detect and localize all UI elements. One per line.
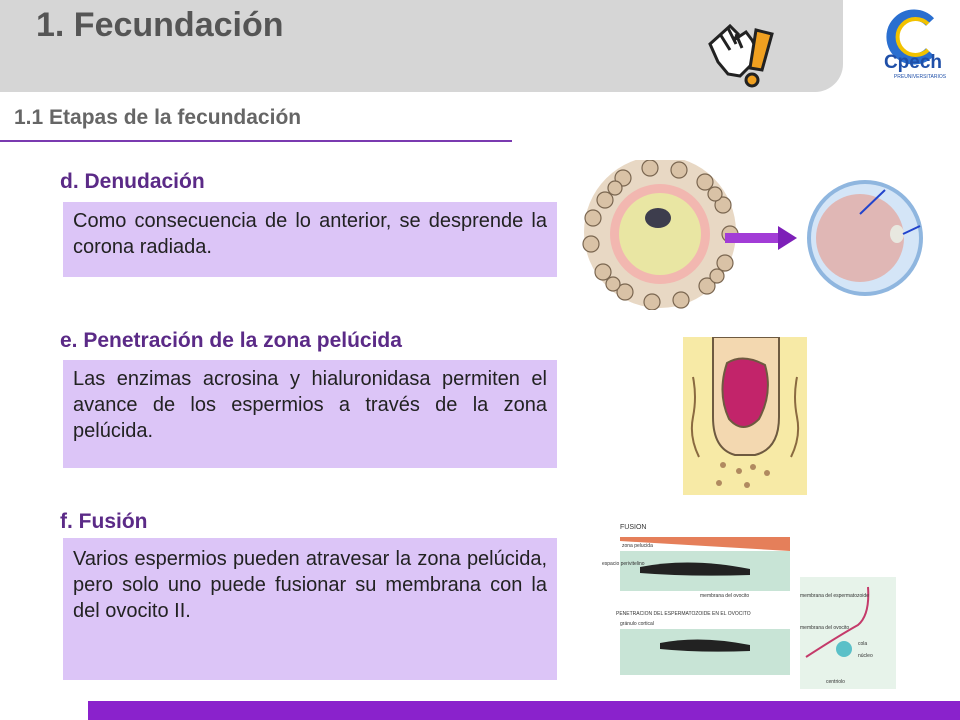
text-denudacion: Como consecuencia de lo anterior, se desprende la corona radiada. bbox=[73, 210, 547, 258]
page-title: 1. Fecundación bbox=[36, 6, 284, 44]
label-membrana-ovocito2: membrana del ovocito bbox=[800, 625, 850, 631]
text-penetracion: Las enzimas acrosina y hialuronidasa permiten el avance de los espermios a través de la zona pelúcida. bbox=[73, 368, 547, 442]
box-fusion bbox=[63, 538, 557, 680]
label-zona: zona pelucida bbox=[622, 543, 653, 549]
heading-penetracion: e. Penetración de la zona pelúcida bbox=[60, 329, 402, 352]
label-membrana-esperm: membrana del espermatozoide bbox=[800, 593, 869, 599]
label-centriolo: centriolo bbox=[826, 679, 845, 685]
fusion-illustration bbox=[600, 517, 900, 693]
section-subtitle: 1.1 Etapas de la fecundación bbox=[14, 106, 302, 129]
text-fusion: Varios espermios pueden atravesar la zona pelúcida, pero solo uno puede fusionar su membrana con la del ovocito II. bbox=[73, 548, 547, 622]
box-penetracion bbox=[63, 360, 557, 468]
footer-bar bbox=[88, 701, 960, 720]
label-granulo: gránulo cortical bbox=[620, 621, 654, 627]
penetration-illustration bbox=[683, 337, 807, 495]
logo-text: Cpech bbox=[883, 52, 943, 73]
cpech-logo bbox=[872, 6, 954, 86]
label-penetracion: PENETRACION DEL ESPERMATOZOIDE EN EL OVOCITO bbox=[616, 611, 751, 617]
label-nucleo: núcleo bbox=[858, 653, 873, 659]
subtitle-underline bbox=[0, 140, 512, 142]
fusion-figure-title: FUSION bbox=[620, 524, 647, 531]
box-denudacion bbox=[63, 202, 557, 277]
logo-subtext: PREUNIVERSITARIOS bbox=[893, 74, 947, 80]
hand-alert-icon bbox=[700, 14, 780, 94]
label-espacio: espacio perivitelino bbox=[602, 561, 645, 567]
heading-fusion: f. Fusión bbox=[60, 510, 148, 533]
label-membrana-ovocito: membrana del ovocito bbox=[700, 593, 750, 599]
label-cola: cola bbox=[858, 641, 868, 647]
heading-denudacion: d. Denudación bbox=[60, 170, 205, 193]
denudation-illustration bbox=[575, 160, 945, 310]
